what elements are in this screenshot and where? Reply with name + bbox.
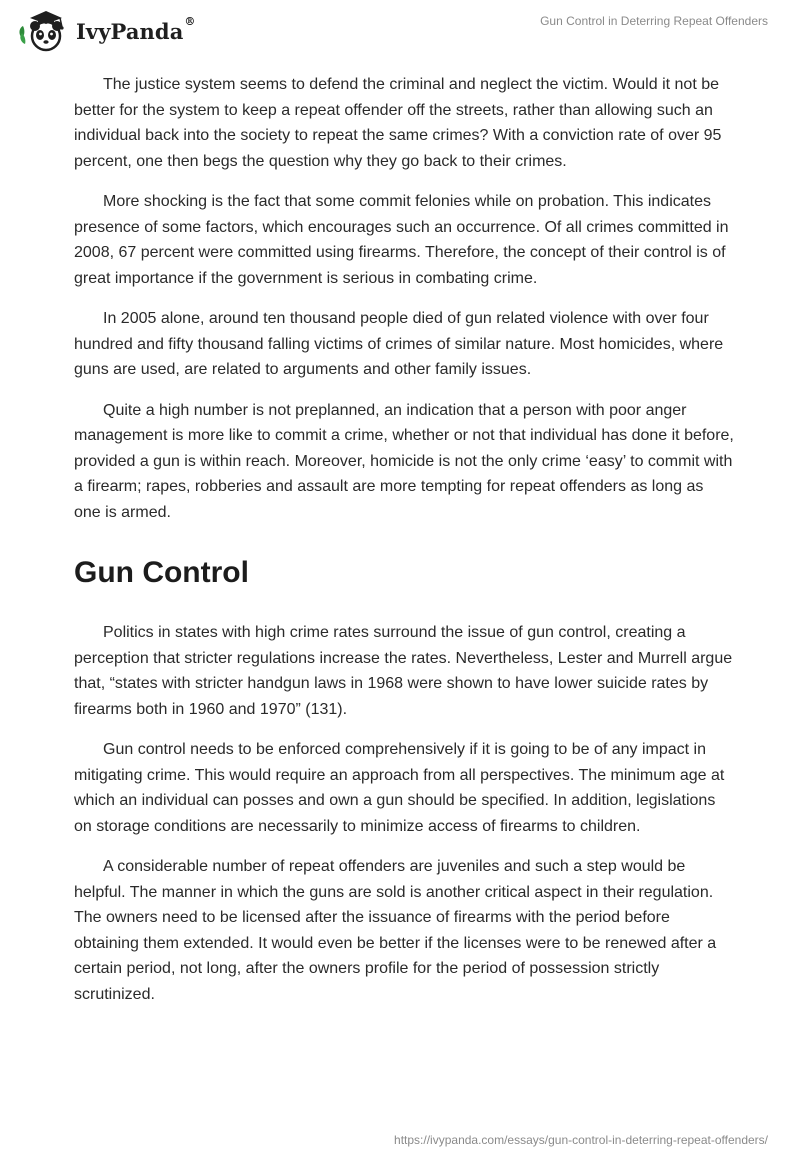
paragraph: More shocking is the fact that some commit felonies while on probation. This indicates presence of some factors, which encourages such an occurrence. Of all crimes committed in 2008, 67 percent were committed using firearms. Therefore, the concept of their control is of great importance if the government is serious in combating crime. xyxy=(74,193,729,287)
document-title: Gun Control in Deterring Repeat Offenders xyxy=(540,14,768,28)
article-body xyxy=(74,72,734,1022)
paragraph: Gun control needs to be enforced comprehensively if it is going to be of any impact in mitigating crime. This would require an approach from all perspectives. The minimum age at which an individual can posses and own a gun should be specified. In addition, legislations on storage conditions are necessarily to minimize access of firearms to children. xyxy=(74,741,725,835)
paragraph: Politics in states with high crime rates surround the issue of gun control, creating a perception that stricter regulations increase the rates. Nevertheless, Lester and Murrell argue that, “states with stricter handgun laws in 1968 were shown to have lower suicide rates by firearms both in 1960 and 1970” (131). xyxy=(74,624,733,718)
page-header xyxy=(0,0,800,60)
brand-name: IvyPanda® xyxy=(76,14,196,44)
footer-url[interactable]: https://ivypanda.com/essays/gun-control-in-deterring-repeat-offenders/ xyxy=(394,1133,768,1147)
brand-logo[interactable] xyxy=(16,8,196,54)
registered-mark: ® xyxy=(184,14,196,28)
section-heading: Gun Control xyxy=(74,556,249,589)
paragraph: The justice system seems to defend the criminal and neglect the victim. Would it not be better for the system to keep a repeat offender off the streets, rather than allowing such an individual back into the society to repeat the same crimes? With a conviction rate of over 95 percent, one then begs the question why they go back to their crimes. xyxy=(74,76,722,170)
panda-graduation-cap-icon xyxy=(16,8,72,54)
paragraph: A considerable number of repeat offenders are juveniles and such a step would be helpful. The manner in which the guns are sold is another critical aspect in their regulation. The owners need to be licensed after the issuance of firearms with the period before obtaining them extended. It would even be better if the licenses were to be renewed after a certain period, not long, after the owners profile for the period of possession strictly scrutinized. xyxy=(74,858,717,1003)
paragraph: In 2005 alone, around ten thousand people died of gun related violence with over four hundred and fifty thousand falling victims of crimes of similar nature. Most homicides, where guns are used, are related to arguments and other family issues. xyxy=(74,310,724,378)
paragraph: Quite a high number is not preplanned, an indication that a person with poor anger management is more like to commit a crime, whether or not that individual has done it before, provided a gun is within reach. Moreover, homicide is not the only crime ‘easy’ to commit with a firearm; rapes, robberies and assault are more tempting for repeat offenders as long as one is armed. xyxy=(74,401,734,521)
